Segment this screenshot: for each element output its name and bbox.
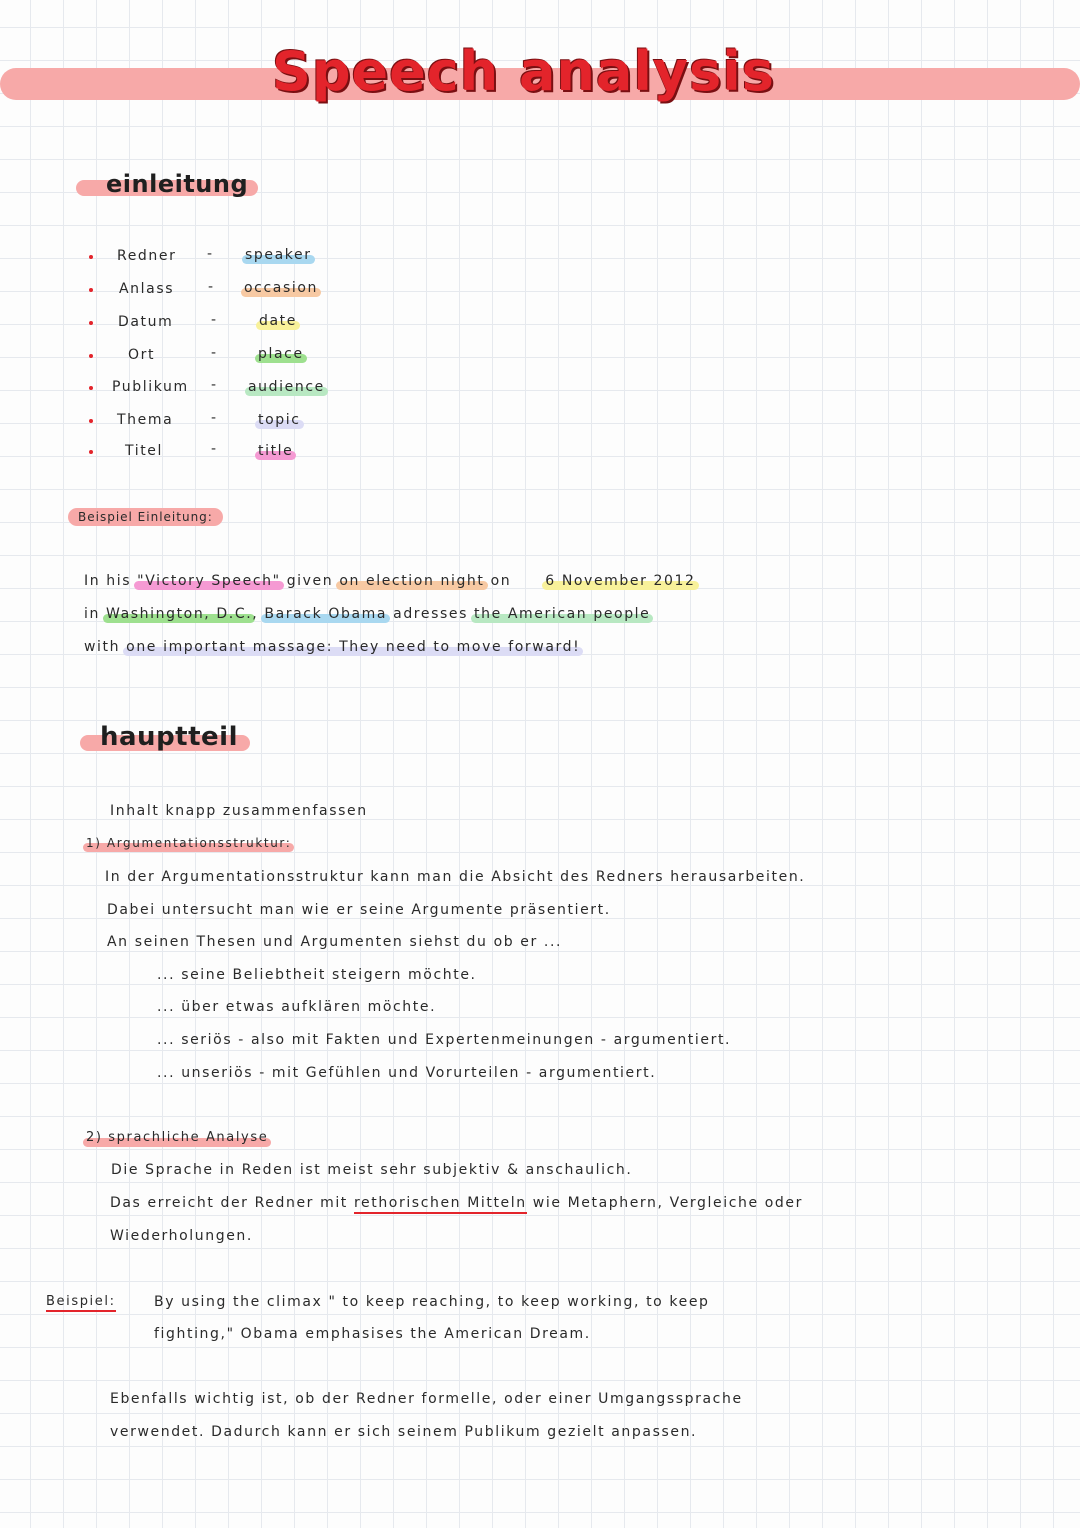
- sprache-line-2: [110, 1195, 803, 1211]
- example-audience-highlight: the American people: [474, 606, 651, 622]
- term-dash: -: [211, 312, 217, 328]
- bullet: [89, 419, 93, 423]
- beispiel-line-2: fighting," Obama emphasises the American Dream.: [154, 1326, 591, 1342]
- example-text: with: [84, 639, 121, 655]
- section-label-sprachliche-analyse: 2) sprachliche Analyse: [86, 1130, 269, 1145]
- sprache-text: wie Metaphern, Vergleiche oder: [532, 1195, 803, 1211]
- term-de: Publikum: [112, 379, 189, 395]
- bullet: [89, 255, 93, 259]
- rhetorical-devices-underlined: rethorischen Mitteln: [354, 1195, 527, 1214]
- einleitung-heading: einleitung: [106, 170, 249, 198]
- term-en: audience: [248, 379, 325, 395]
- example-text: given: [286, 573, 334, 589]
- closing-line-1: Ebenfalls wichtig ist, ob der Redner formelle, oder einer Umgangssprache: [110, 1391, 743, 1407]
- bullet: [89, 354, 93, 358]
- bullet: [89, 288, 93, 292]
- term-dash: -: [211, 345, 217, 361]
- term-dash: -: [208, 279, 214, 295]
- sprache-line-1: Die Sprache in Reden ist meist sehr subjektiv & anschaulich.: [111, 1162, 633, 1178]
- example-topic-highlight: one important massage: [126, 639, 327, 655]
- example-text: in: [84, 606, 100, 622]
- example-occasion-highlight: on election night: [339, 573, 485, 589]
- term-de: Datum: [118, 314, 174, 330]
- sprache-line-3: Wiederholungen.: [110, 1228, 253, 1244]
- term-de: Ort: [128, 347, 156, 363]
- example-speaker-highlight: Barack Obama: [264, 606, 388, 622]
- hauptteil-intro: Inhalt knapp zusammenfassen: [110, 803, 368, 819]
- argumentation-line: In der Argumentationsstruktur kann man die Absicht des Redners herausarbeiten.: [105, 869, 806, 885]
- term-en: place: [258, 346, 304, 362]
- argumentation-line: Dabei untersucht man wie er seine Argumente präsentiert.: [107, 902, 611, 918]
- example-text: In his: [84, 573, 132, 589]
- term-dash: -: [211, 410, 217, 426]
- example-topic-highlight: : They need to move forward!: [326, 639, 581, 655]
- argumentation-line: An seinen Thesen und Argumenten siehst du ob er ...: [107, 934, 563, 950]
- bullet: [89, 386, 93, 390]
- term-en: title: [258, 443, 294, 459]
- term-de: Thema: [117, 412, 174, 428]
- example-title-highlight: "Victory Speech": [137, 573, 281, 589]
- term-en: speaker: [245, 247, 312, 263]
- example-place-highlight: Washington, D.C.: [106, 606, 253, 622]
- argumentation-item: ... unseriös - mit Gefühlen und Vorurteilen - argumentiert.: [157, 1065, 657, 1081]
- example-line-3: [84, 639, 580, 655]
- example-einleitung-label: Beispiel Einleitung:: [68, 508, 223, 526]
- term-dash: -: [211, 377, 217, 393]
- example-line-1: [84, 573, 696, 589]
- sprache-text: Das erreicht der Redner mit: [110, 1195, 348, 1211]
- example-text: ,: [252, 606, 259, 622]
- term-de: Titel: [125, 443, 164, 459]
- closing-line-2: verwendet. Dadurch kann er sich seinem Publikum gezielt anpassen.: [110, 1424, 698, 1440]
- term-en: topic: [258, 412, 301, 428]
- term-dash: -: [207, 246, 213, 262]
- argumentation-item: ... seriös - also mit Fakten und Expertenmeinungen - argumentiert.: [157, 1032, 732, 1048]
- beispiel-label: Beispiel:: [46, 1294, 116, 1312]
- term-dash: -: [211, 441, 217, 457]
- term-en: occasion: [244, 280, 318, 296]
- term-de: Anlass: [119, 281, 175, 297]
- example-text: on: [490, 573, 512, 589]
- page-title: Speech analysis: [272, 40, 775, 103]
- section-label-argumentation: 1) Argumentationsstruktur:: [86, 836, 292, 850]
- example-line-2: [84, 606, 650, 622]
- argumentation-item: ... über etwas aufklären möchte.: [157, 999, 437, 1015]
- beispiel-line-1: By using the climax " to keep reaching, to keep working, to keep: [154, 1294, 710, 1310]
- example-date-highlight: 6 November 2012: [545, 573, 696, 589]
- hauptteil-heading: hauptteil: [100, 722, 238, 752]
- term-de: Redner: [117, 248, 177, 264]
- term-en: date: [259, 313, 297, 329]
- bullet: [89, 321, 93, 325]
- bullet: [89, 450, 93, 454]
- example-text: adresses: [393, 606, 468, 622]
- argumentation-item: ... seine Beliebtheit steigern möchte.: [157, 967, 477, 983]
